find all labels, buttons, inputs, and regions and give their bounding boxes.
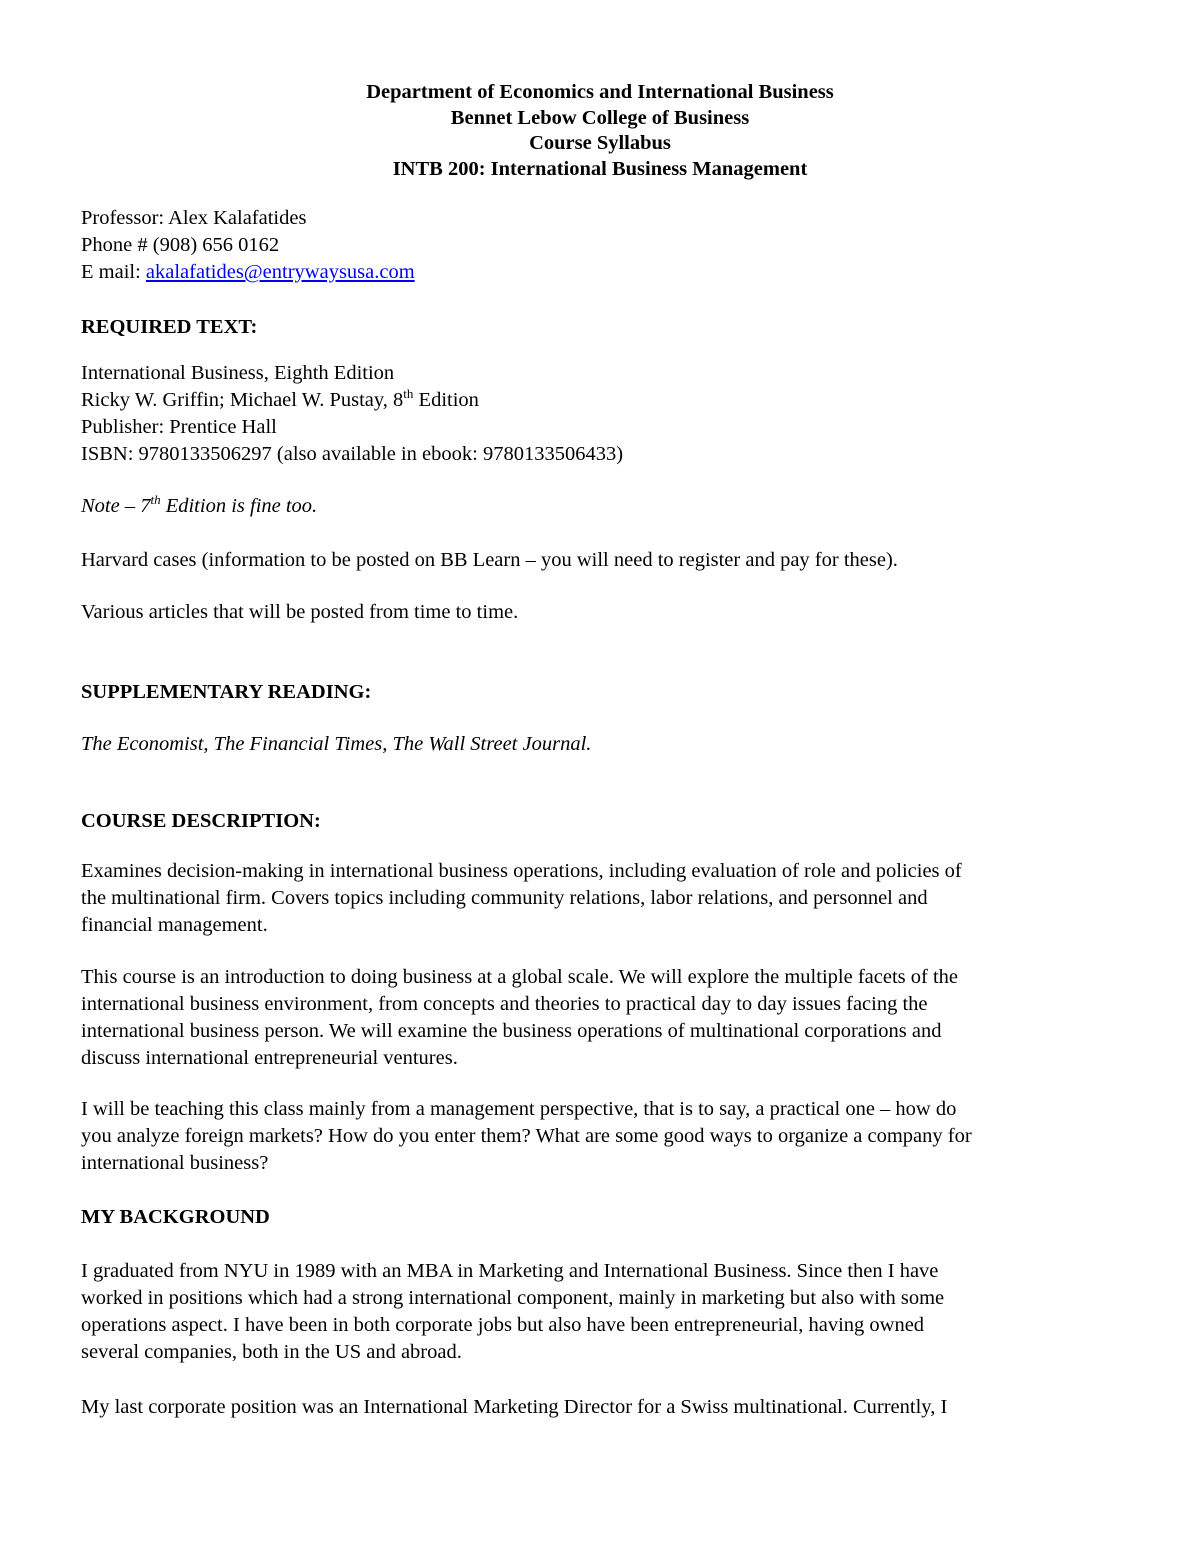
- course-title: INTB 200: International Business Management: [392, 157, 808, 180]
- authors-superscript: th: [403, 386, 414, 402]
- department-title: Department of Economics and International Business: [366, 81, 834, 103]
- note-text: Note – 7: [81, 495, 151, 517]
- description-paragraph-2: [81, 964, 1141, 1072]
- paragraph-line: the multinational firm. Covers topics including community relations, labor relations, and personnel and: [81, 887, 928, 909]
- paragraph-line: several companies, both in the US and abroad.: [81, 1341, 462, 1363]
- description-paragraph-1: [81, 858, 1141, 939]
- paragraph-line: you analyze foreign markets? How do you enter them? What are some good ways to organize a company for: [81, 1125, 972, 1147]
- authors-edition: Edition: [413, 389, 479, 411]
- paragraph-line: My last corporate position was an International Marketing Director for a Swiss multinational. Currently, I: [81, 1396, 948, 1418]
- paragraph-line: discuss international entrepreneurial ventures.: [81, 1047, 458, 1069]
- paragraph-line: This course is an introduction to doing business at a global scale. We will explore the multiple facets of the: [81, 966, 958, 988]
- various-articles: Various articles that will be posted from time to time.: [81, 601, 519, 623]
- edition-note: [81, 493, 1141, 520]
- paragraph-line: financial management.: [81, 914, 268, 936]
- required-text-heading: REQUIRED TEXT:: [81, 316, 258, 338]
- paragraph-line: operations aspect. I have been in both corporate jobs but also have been entrepreneurial, having owned: [81, 1314, 925, 1336]
- authors-text: Ricky W. Griffin; Michael W. Pustay, 8: [81, 389, 404, 411]
- phone-line: Phone # (908) 656 0162: [81, 234, 280, 256]
- paragraph-line: I will be teaching this class mainly from a management perspective, that is to say, a practical one – how do: [81, 1098, 957, 1120]
- note-superscript: th: [150, 492, 161, 508]
- harvard-cases: Harvard cases (information to be posted on BB Learn – you will need to register and pay for these).: [81, 549, 898, 571]
- paragraph-line: worked in positions which had a strong international component, mainly in marketing but also with some: [81, 1287, 945, 1309]
- contact-info: [81, 205, 1141, 286]
- paragraph-line: I graduated from NYU in 1989 with an MBA in Marketing and International Business. Since then I have: [81, 1260, 939, 1282]
- supplementary-heading: SUPPLEMENTARY READING:: [81, 681, 372, 703]
- background-paragraph-2: [81, 1394, 1141, 1421]
- book-publisher: Publisher: Prentice Hall: [81, 416, 277, 438]
- book-isbn: ISBN: 9780133506297 (also available in ebook: 9780133506433): [81, 443, 624, 465]
- email-line: [81, 259, 1141, 286]
- paragraph-line: Examines decision-making in international business operations, including evaluation of role and policies of: [81, 860, 962, 882]
- professor-line: Professor: Alex Kalafatides: [81, 207, 307, 229]
- paragraph-line: international business?: [81, 1152, 269, 1174]
- college-title: Bennet Lebow College of Business: [450, 106, 750, 129]
- background-heading: MY BACKGROUND: [81, 1206, 270, 1228]
- book-title: International Business, Eighth Edition: [81, 362, 395, 384]
- email-label: E mail:: [81, 261, 146, 283]
- description-paragraph-3: [81, 1096, 1141, 1177]
- book-authors: [81, 387, 1141, 414]
- required-text-details: [81, 360, 1141, 468]
- document-header: [0, 80, 1200, 182]
- supplementary-text: The Economist, The Financial Times, The Wall Street Journal.: [81, 733, 592, 755]
- document-type: Course Syllabus: [529, 132, 671, 154]
- note-suffix: Edition is fine too.: [160, 495, 318, 517]
- email-link[interactable]: akalafatides@entrywaysusa.com: [145, 261, 415, 283]
- background-paragraph-1: [81, 1258, 1141, 1366]
- paragraph-line: international business person. We will examine the business operations of multinational corporations and: [81, 1020, 942, 1042]
- course-description-heading: COURSE DESCRIPTION:: [81, 810, 321, 832]
- paragraph-line: international business environment, from concepts and theories to practical day to day issues facing the: [81, 993, 928, 1015]
